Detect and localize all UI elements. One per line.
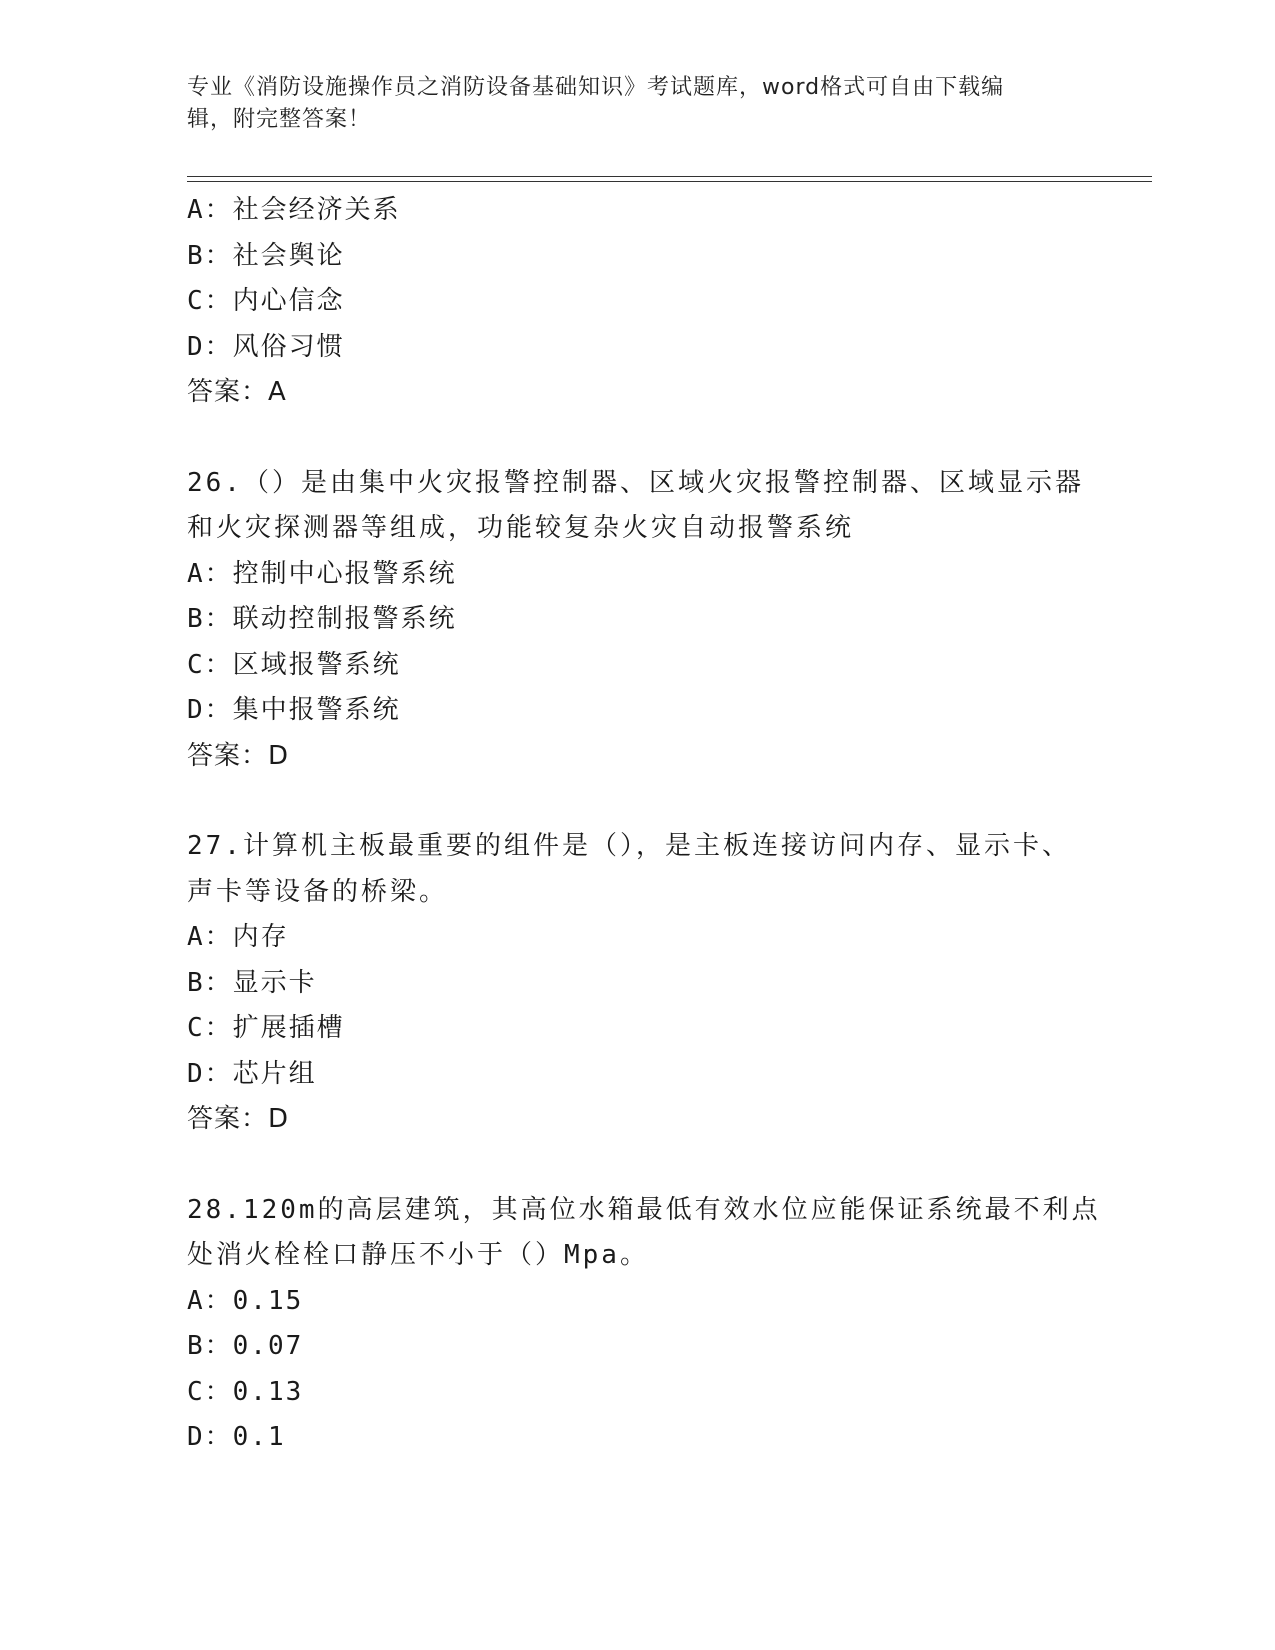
answer: 答案：A bbox=[187, 377, 287, 407]
option-b: B：显示卡 bbox=[187, 967, 317, 998]
document-header bbox=[187, 72, 1067, 136]
option-a: A：控制中心报警系统 bbox=[187, 558, 457, 589]
option-d: D：芯片组 bbox=[187, 1058, 317, 1089]
answer: 答案：D bbox=[187, 1104, 290, 1134]
question-26-options bbox=[187, 552, 1107, 780]
option-a: A：0.15 bbox=[187, 1285, 304, 1316]
spacer bbox=[187, 416, 1107, 461]
option-c: C：区域报警系统 bbox=[187, 649, 401, 680]
option-c: C：内心信念 bbox=[187, 286, 345, 316]
option-a: A：内存 bbox=[187, 922, 289, 952]
answer: 答案：D bbox=[187, 740, 290, 771]
option-d: D：0.1 bbox=[187, 1422, 286, 1452]
option-b: B：社会舆论 bbox=[187, 240, 345, 271]
option-d: D：集中报警系统 bbox=[187, 695, 401, 725]
question-text-line-2: 处消火栓栓口静压不小于（）Mpa。 bbox=[187, 1240, 649, 1270]
option-b: B：联动控制报警系统 bbox=[187, 604, 457, 634]
option-d: D：风俗习惯 bbox=[187, 331, 345, 362]
option-c: C：扩展插槽 bbox=[187, 1013, 345, 1043]
question-27 bbox=[187, 824, 1107, 915]
option-c: C：0.13 bbox=[187, 1376, 304, 1407]
question-28-options bbox=[187, 1279, 1107, 1461]
header-divider-top bbox=[187, 176, 1152, 177]
question-25 bbox=[187, 188, 1107, 416]
option-a: A：社会经济关系 bbox=[187, 195, 401, 225]
question-28 bbox=[187, 1188, 1107, 1279]
spacer bbox=[187, 1143, 1107, 1188]
spacer bbox=[187, 779, 1107, 824]
question-text-line-1: 27.计算机主板最重要的组件是（），是主板连接访问内存、显示卡、 bbox=[187, 831, 1071, 861]
question-text-line-2: 和火灾探测器等组成，功能较复杂火灾自动报警系统 bbox=[187, 513, 855, 543]
header-line-1: 专业《消防设施操作员之消防设备基础知识》考试题库，word格式可自由下载编 bbox=[187, 75, 1005, 100]
header-divider-bottom bbox=[187, 181, 1152, 182]
question-text-line-2: 声卡等设备的桥梁。 bbox=[187, 876, 449, 907]
question-27-options bbox=[187, 915, 1107, 1143]
option-b: B：0.07 bbox=[187, 1331, 304, 1361]
question-26 bbox=[187, 461, 1107, 552]
question-text-line-1: 28.120m的高层建筑，其高位水箱最低有效水位应能保证系统最不利点 bbox=[187, 1194, 1101, 1225]
question-list bbox=[187, 188, 1107, 1461]
question-text-line-1: 26.（）是由集中火灾报警控制器、区域火灾报警控制器、区域显示器 bbox=[187, 467, 1084, 498]
header-line-2: 辑，附完整答案！ bbox=[187, 107, 372, 132]
